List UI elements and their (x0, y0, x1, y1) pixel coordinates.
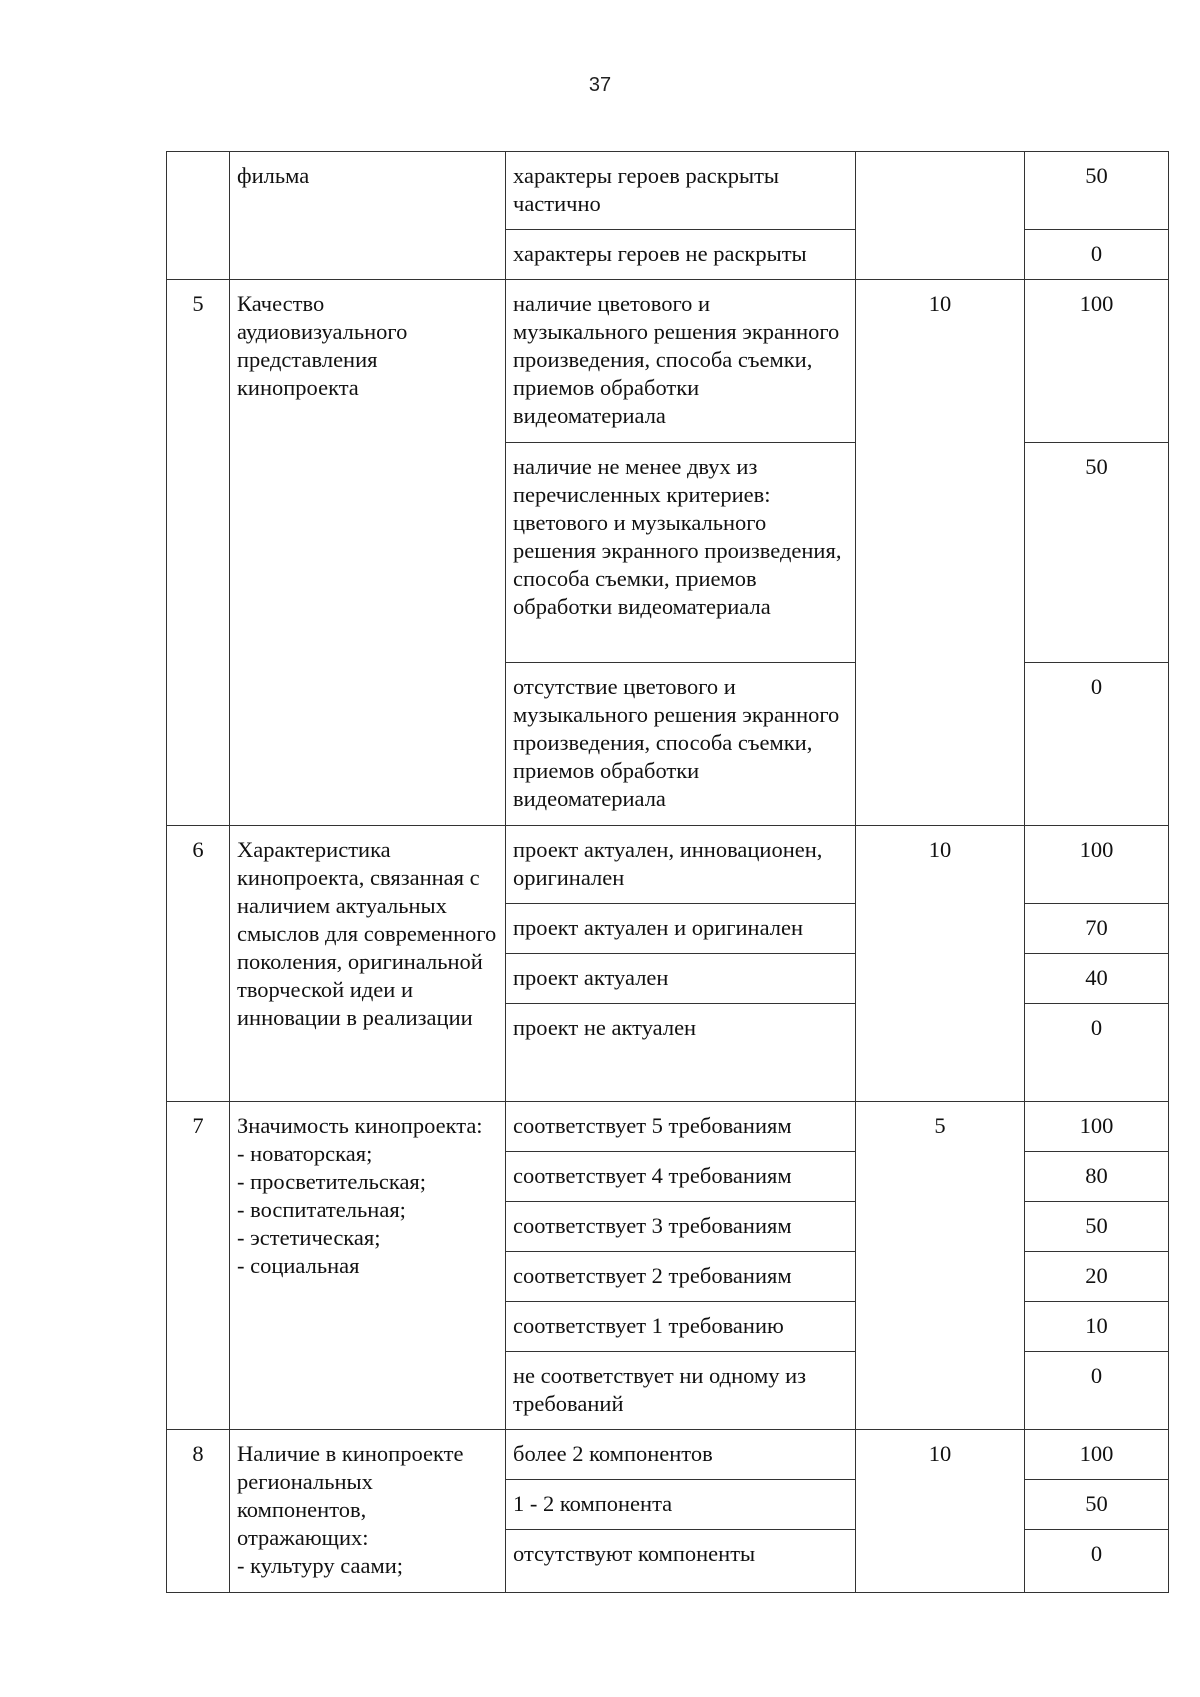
option-points-text: 100 (1079, 291, 1114, 316)
option-points (1025, 1102, 1169, 1152)
option-points-text: 10 (1085, 1313, 1108, 1338)
option-description (506, 1430, 856, 1480)
option-points (1025, 152, 1169, 230)
option-description-text: проект актуален, инновационен, оригинален (513, 837, 823, 890)
option-description (506, 826, 856, 904)
option-description (506, 1252, 856, 1302)
criterion-weight (856, 280, 1025, 826)
option-description-text: 1 - 2 компонента (513, 1491, 673, 1516)
option-points (1025, 1430, 1169, 1480)
option-points-text: 50 (1085, 454, 1108, 479)
option-description (506, 152, 856, 230)
option-description-text: соответствует 5 требованиям (513, 1113, 792, 1138)
criteria-table (166, 151, 1169, 1593)
option-points-text: 100 (1079, 837, 1114, 862)
option-description-text: проект актуален и оригинален (513, 915, 804, 940)
option-description (506, 1102, 856, 1152)
option-points (1025, 663, 1169, 826)
criterion-name-text: Наличие в кинопроекте региональных компонентов, отражающих: - культуру саами; (237, 1441, 464, 1578)
criterion-weight (856, 1102, 1025, 1430)
option-description-text: соответствует 1 требованию (513, 1313, 784, 1338)
option-description-text: проект не актуален (513, 1015, 697, 1040)
option-description (506, 904, 856, 954)
option-points (1025, 280, 1169, 443)
option-description-text: соответствует 4 требованиям (513, 1163, 792, 1188)
criterion-weight (856, 1430, 1025, 1593)
criterion-name (230, 152, 506, 280)
option-points (1025, 1252, 1169, 1302)
option-description (506, 1152, 856, 1202)
criterion-number (167, 152, 230, 280)
criterion-number-text: 8 (192, 1441, 204, 1466)
criterion-number-text: 5 (192, 291, 204, 316)
option-points-text: 80 (1085, 1163, 1108, 1188)
option-description (506, 230, 856, 280)
table-row (167, 1430, 1169, 1480)
criterion-number (167, 1102, 230, 1430)
option-description (506, 663, 856, 826)
criterion-name (230, 826, 506, 1102)
option-points-text: 40 (1085, 965, 1108, 990)
option-description (506, 280, 856, 443)
option-points (1025, 1352, 1169, 1430)
option-points (1025, 954, 1169, 1004)
option-points-text: 100 (1079, 1441, 1114, 1466)
option-points-text: 0 (1090, 674, 1103, 699)
option-points-text: 0 (1090, 1541, 1103, 1566)
option-points-text: 0 (1090, 1363, 1103, 1388)
option-description (506, 954, 856, 1004)
option-description-text: отсутствуют компоненты (513, 1541, 756, 1566)
option-points (1025, 1480, 1169, 1530)
option-description-text: характеры героев не раскрыты (513, 241, 807, 266)
option-description-text: соответствует 3 требованиям (513, 1213, 792, 1238)
criterion-weight-text: 10 (928, 291, 952, 316)
page-number: 37 (588, 74, 612, 96)
option-points-text: 70 (1085, 915, 1108, 940)
option-description-text: проект актуален (513, 965, 669, 990)
option-points-text: 0 (1090, 241, 1103, 266)
option-points-text: 0 (1090, 1015, 1103, 1040)
criterion-name-text: фильма (237, 163, 310, 188)
criterion-number-text: 6 (192, 837, 204, 862)
criteria-table-body (167, 152, 1169, 1593)
criterion-weight (856, 826, 1025, 1102)
option-points-text: 50 (1085, 163, 1108, 188)
option-points-text: 50 (1085, 1213, 1108, 1238)
option-points (1025, 1202, 1169, 1252)
criterion-number (167, 826, 230, 1102)
option-description-text: наличие не менее двух из перечисленных критериев: цветового и музыкального решения экранного произведения, способа съемки, приемов обработки видеоматериала (513, 454, 842, 619)
option-description (506, 1530, 856, 1593)
option-points (1025, 1302, 1169, 1352)
option-description (506, 1352, 856, 1430)
option-description-text: наличие цветового и музыкального решения экранного произведения, способа съемки, приемов обработки видеоматериала (513, 291, 840, 428)
criterion-name-text: Характеристика кинопроекта, связанная с наличием актуальных смыслов для современного поколения, оригинальной творческой идеи и инновации в реализации (237, 837, 497, 1030)
option-description (506, 1004, 856, 1102)
criterion-name (230, 280, 506, 826)
option-points (1025, 1152, 1169, 1202)
option-points (1025, 443, 1169, 663)
option-description (506, 443, 856, 663)
criterion-weight-text: 10 (928, 837, 952, 862)
table-row (167, 280, 1169, 443)
option-points-text: 50 (1085, 1491, 1108, 1516)
criterion-name (230, 1430, 506, 1593)
table-row (167, 1102, 1169, 1152)
option-description (506, 1202, 856, 1252)
option-description (506, 1302, 856, 1352)
option-points (1025, 1004, 1169, 1102)
criterion-number-text: 7 (192, 1113, 204, 1138)
criterion-name (230, 1102, 506, 1430)
option-description-text: характеры героев раскрыты частично (513, 163, 780, 216)
table-row (167, 152, 1169, 230)
option-points-text: 100 (1079, 1113, 1114, 1138)
table-row (167, 826, 1169, 904)
criterion-number (167, 280, 230, 826)
criterion-number (167, 1430, 230, 1593)
option-points-text: 20 (1085, 1263, 1108, 1288)
option-description (506, 1480, 856, 1530)
option-points (1025, 904, 1169, 954)
criterion-name-text: Значимость кинопроекта: - новаторская; - просветительская; - воспитательная; - эстетическая; - социальная (237, 1113, 483, 1278)
criterion-name-text: Качество аудиовизуального представления кинопроекта (237, 291, 408, 400)
option-points (1025, 230, 1169, 280)
criterion-weight (856, 152, 1025, 280)
criterion-weight-text: 10 (928, 1441, 952, 1466)
criterion-weight-text: 5 (934, 1113, 946, 1138)
option-points (1025, 826, 1169, 904)
option-description-text: отсутствие цветового и музыкального решения экранного произведения, способа съемки, приемов обработки видеоматериала (513, 674, 840, 811)
option-description-text: более 2 компонентов (513, 1441, 713, 1466)
option-description-text: не соответствует ни одному из требований (513, 1363, 806, 1416)
option-points (1025, 1530, 1169, 1593)
option-description-text: соответствует 2 требованиям (513, 1263, 792, 1288)
